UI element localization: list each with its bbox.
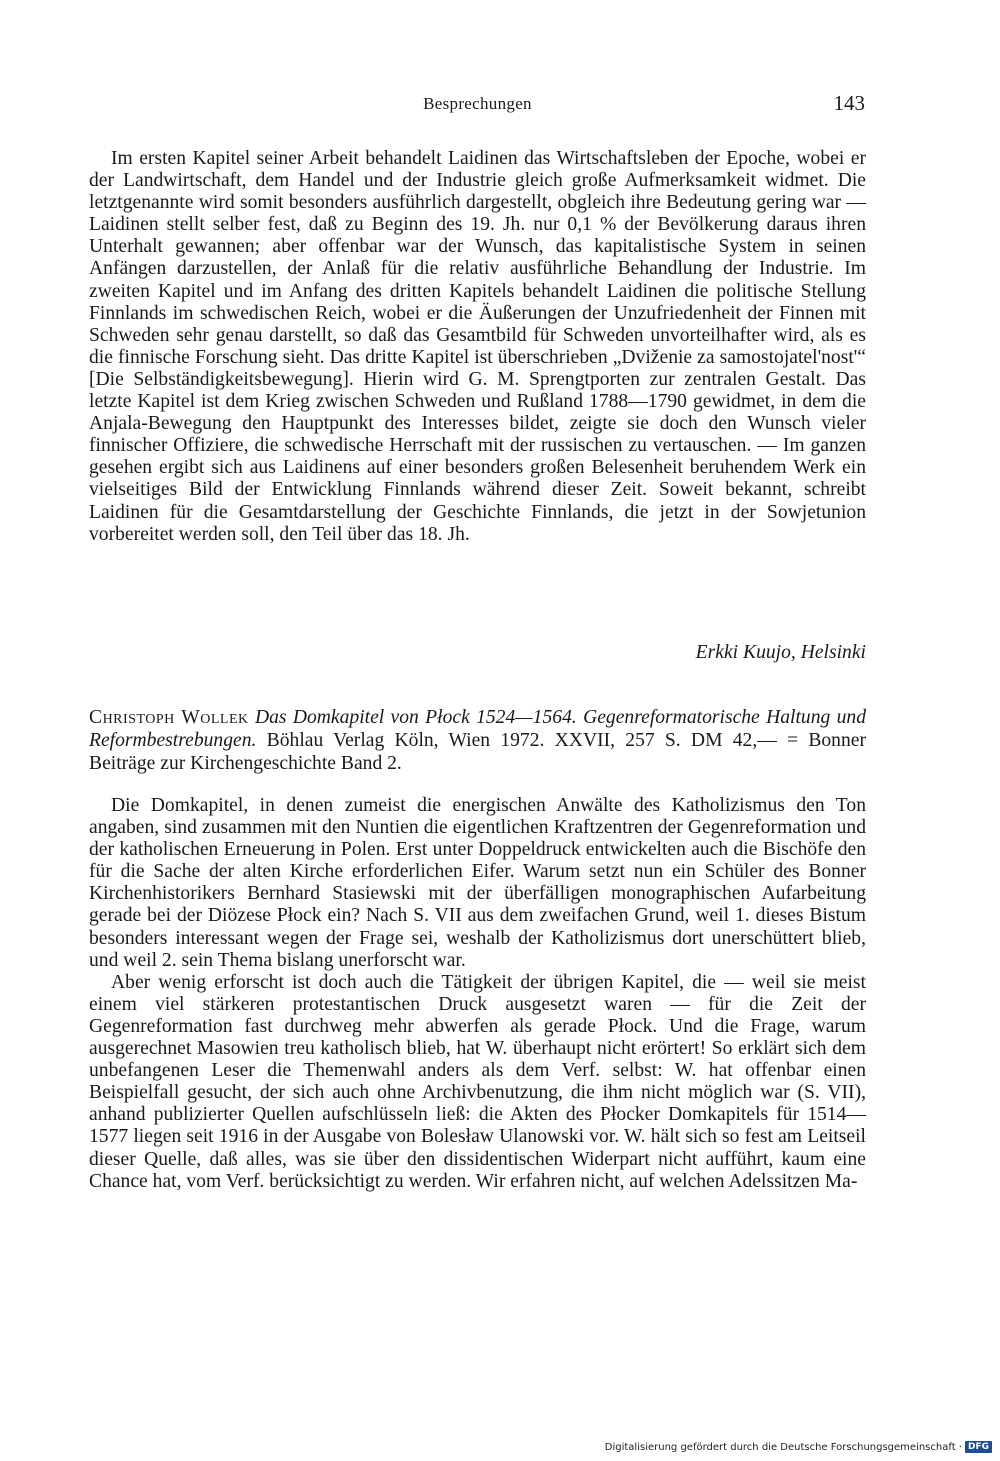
- review-1-body: [89, 148, 866, 546]
- digitization-credit: [605, 1441, 992, 1453]
- running-title: Besprechungen: [423, 94, 532, 113]
- book-publication: Böhlau Verlag Köln, Wien 1972. XXVII, 257 S. DM 42,— = Bonner Beiträge zur Kirchengeschichte Band 2.: [89, 730, 866, 774]
- page-number: 143: [833, 91, 865, 115]
- review-2-paragraph: Die Domkapitel, in denen zumeist die energischen Anwälte des Katholizismus den Ton angaben, sind zusammen mit den Nuntien die eigentlichen Kraftzentren der Gegenreformation und der katholischen Erneuerung in Polen. Erst unter Doppeldruck entwickelten auch die Bischöfe den für die Sache der alten Kirche erforderlichen Eifer. Warum setzt nun ein Schüler des Bonner Kirchenhistorikers Bernhard Stasiewski mit der überfälligen monographischen Aufarbeitung gerade bei der Diözese Płock ein? Nach S. VII aus dem zweifachen Grund, weil 1. dieses Bistum besonders interessant wegen der Frage sei, weshalb der Katholizismus dort unerschüttert blieb, und weil 2. sein Thema bislang unerforscht war.: [89, 795, 866, 971]
- review-1-signature: Erkki Kuujo, Helsinki: [695, 642, 866, 663]
- book-author: Christoph Wollek: [89, 707, 249, 728]
- book-title: Das Domkapitel von Płock 1524—1564. Gegenreformatorische Haltung und Reformbestrebungen.: [89, 707, 867, 751]
- bibliographic-entry: [89, 706, 866, 775]
- credit-text: Digitalisierung gefördert durch die Deutsche Forschungsgemeinschaft ·: [604, 1441, 962, 1453]
- review-1-paragraph: Im ersten Kapitel seiner Arbeit behandelt Laidinen das Wirtschaftsleben der Epoche, wobei er der Landwirtschaft, dem Handel und der Industrie gleich große Aufmerksamkeit widmet. Die letztgenannte wird somit besonders ausführlich dargestellt, obgleich ihre Bedeutung gering war — Laidinen stellt selber fest, daß zu Beginn des 19. Jh. nur 0,1 % der Bevölkerung daraus ihren Unterhalt gewannen; aber offenbar war der Wunsch, das kapitalistische System in seinen Anfängen darzustellen, der Anlaß für die relativ ausführliche Behandlung der Industrie. Im zweiten Kapitel und im Anfang des dritten Kapitels behandelt Laidinen die politische Stellung Finnlands im schwedischen Reich, wobei er die Äußerungen der Unzufriedenheit der Finnen mit Schweden sehr genau darstellt, so daß das Gesamtbild für Schweden unvorteilhafter wird, als es die finnische Forschung sieht. Das dritte Kapitel ist überschrieben „Dviženie za samostojatel'nost'“ [Die Selbständigkeitsbewegung]. Hierin wird G. M. Sprengtporten zur zentralen Gestalt. Das letzte Kapitel ist dem Krieg zwischen Schweden und Rußland 1788—1790 gewidmet, in dem die Anjala-Bewegung den Hauptpunkt des Interesses bildet, zeigte sie doch den Wunsch vieler finnischer Offiziere, die schwedische Herrschaft mit der russischen zu vertauschen. — Im ganzen gesehen ergibt sich aus Laidinens auf einer besonders großen Belesenheit beruhendem Werk ein vielseitiges Bild der Entwicklung Finnlands während dieser Zeit. Soweit bekannt, schreibt Laidinen für die Gesamtdarstellung der Geschichte Finnlands, die jetzt in der Sowjetunion vorbereitet werden soll, den Teil über das 18. Jh.: [89, 148, 866, 545]
- review-2-body: [89, 795, 866, 1193]
- dfg-logo-icon: DFG: [965, 1441, 992, 1453]
- running-header: [90, 91, 865, 120]
- review-2-paragraph: Aber wenig erforscht ist doch auch die Tätigkeit der übrigen Kapitel, die — weil sie meist einem viel stärkeren protestantischen Druck ausgesetzt waren — für die Zeit der Gegenreformation fast durchweg mehr abwerfen als gerade Płock. Und die Frage, warum ausgerechnet Masowien treu katholisch blieb, hat W. überhaupt nicht erörtert! So erklärt sich dem unbefangenen Leser die Themenwahl anders als dem Verf. selbst: W. hat offenbar einen Beispielfall gesucht, der sich auch ohne Archivbenutzung, die ihm nicht möglich war (S. VII), anhand publizierter Quellen aufschlüsseln ließ: die Akten des Płocker Domkapitels für 1514—1577 liegen seit 1916 in der Ausgabe von Bolesław Ulanowski vor. W. hält sich so fest am Leitseil dieser Quelle, daß alles, was sie über den dissidentischen Widerpart nicht aufführt, kaum eine Chance hat, vom Verf. berücksichtigt zu werden. Wir erfahren nicht, auf welchen Adelssitzen Ma-: [89, 971, 866, 1192]
